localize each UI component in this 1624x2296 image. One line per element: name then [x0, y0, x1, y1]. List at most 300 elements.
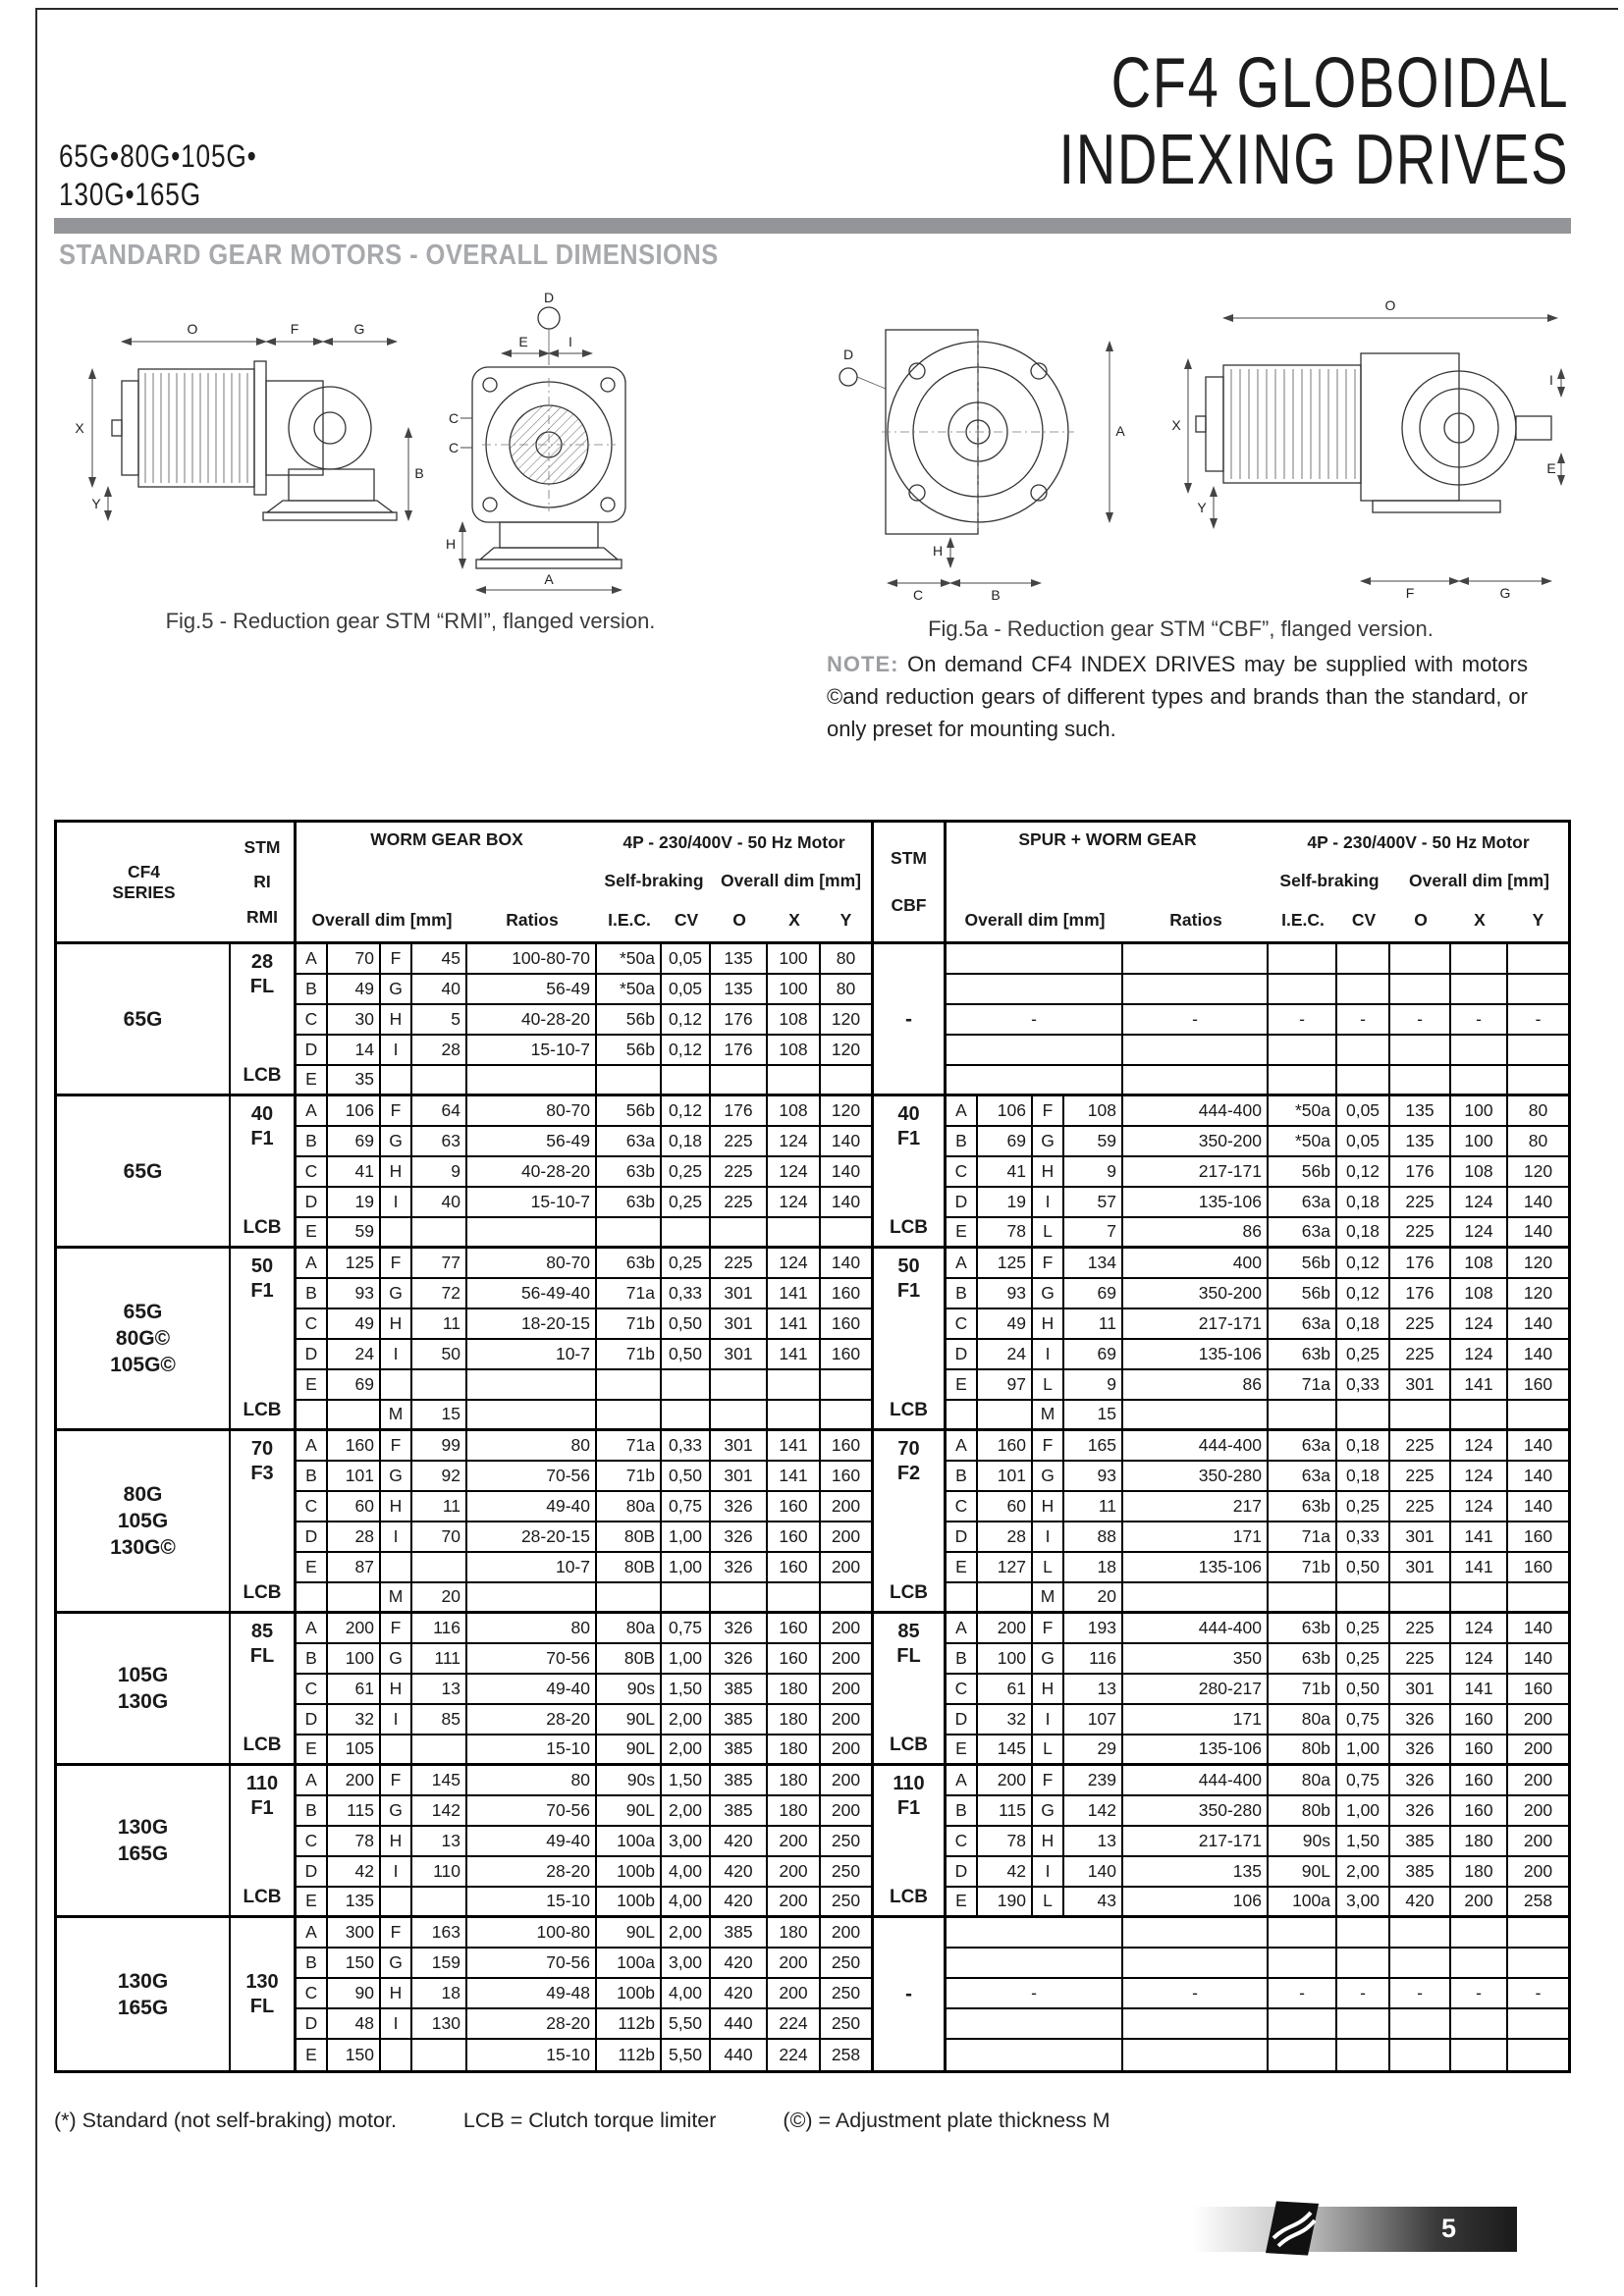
- table-cell: [1508, 2009, 1568, 2040]
- table-cell: 110: [412, 1857, 467, 1888]
- table-cell: 160: [1451, 1705, 1508, 1735]
- table-cell: [947, 2040, 1123, 2070]
- table-cell: 124: [768, 1188, 821, 1218]
- table-cell: [1337, 944, 1390, 975]
- table-cell: 0,75: [1337, 1766, 1390, 1796]
- table-cell: E: [297, 1888, 328, 1918]
- table-cell: 180: [768, 1766, 821, 1796]
- table-cell: [412, 1888, 467, 1918]
- table-cell: 140: [821, 1249, 874, 1279]
- table-cell: [1390, 944, 1451, 975]
- table-cell: 225: [1390, 1431, 1451, 1462]
- table-cell: 165: [1064, 1431, 1123, 1462]
- table-cell: [711, 1218, 768, 1249]
- table-cell: 100: [768, 944, 821, 975]
- stm-rmi-cell: 70 F3 LCB: [231, 1431, 297, 1614]
- table-cell: 225: [711, 1188, 768, 1218]
- table-cell: [1337, 2040, 1390, 2070]
- table-cell: 56-49: [467, 1127, 597, 1157]
- table-cell: E: [947, 1218, 978, 1249]
- table-cell: B: [297, 1949, 328, 1979]
- table-cell: I: [381, 1036, 412, 1066]
- table-cell: 250: [821, 1888, 874, 1918]
- table-cell: F: [381, 1431, 412, 1462]
- table-cell: *50a: [1269, 1096, 1337, 1127]
- table-cell: G: [381, 1796, 412, 1827]
- table-cell: F: [381, 1249, 412, 1279]
- table-cell: [711, 1066, 768, 1096]
- header-iec-right: I.E.C.: [1269, 899, 1337, 944]
- table-cell: 97: [978, 1370, 1033, 1401]
- table-cell: 385: [711, 1796, 768, 1827]
- table-cell: 71a: [597, 1431, 662, 1462]
- table-cell: 200: [821, 1796, 874, 1827]
- table-cell: B: [297, 1462, 328, 1492]
- table-cell: 19: [978, 1188, 1033, 1218]
- table-cell: 69: [1064, 1279, 1123, 1309]
- table-cell: [467, 1066, 597, 1096]
- table-cell: C: [947, 1492, 978, 1522]
- table-cell: 40-28-20: [467, 1005, 597, 1036]
- table-cell: H: [381, 1309, 412, 1340]
- table-cell: 200: [821, 1918, 874, 1949]
- table-cell: D: [947, 1522, 978, 1553]
- table-cell: 160: [1508, 1675, 1568, 1705]
- table-cell: [1390, 2009, 1451, 2040]
- table-cell: 159: [412, 1949, 467, 1979]
- table-cell: [947, 1066, 1123, 1096]
- fig5a-dim-label: Y: [1197, 500, 1207, 515]
- table-cell: B: [297, 1644, 328, 1675]
- table-cell: A: [297, 1614, 328, 1644]
- table-cell: 0,12: [1337, 1157, 1390, 1188]
- table-cell: 30: [328, 1005, 381, 1036]
- stm-rmi-cell: 50 F1 LCB: [231, 1249, 297, 1431]
- table-cell: 60: [328, 1492, 381, 1522]
- table-cell: B: [947, 1279, 978, 1309]
- table-cell: 115: [328, 1796, 381, 1827]
- table-cell: 28-20: [467, 1857, 597, 1888]
- table-cell: [978, 1583, 1033, 1614]
- table-cell: 101: [328, 1462, 381, 1492]
- table-cell: 176: [711, 1096, 768, 1127]
- table-cell: 35: [328, 1066, 381, 1096]
- table-cell: 86: [1123, 1218, 1269, 1249]
- table-cell: 90L: [597, 1796, 662, 1827]
- footnote-adjustment-plate: (©) = Adjustment plate thickness M: [783, 2109, 1110, 2132]
- header-overall-dim-motor-right: Overall dim [mm]: [1409, 870, 1549, 890]
- table-cell: 200: [328, 1766, 381, 1796]
- table-cell: 160: [768, 1614, 821, 1644]
- table-cell: [1508, 1036, 1568, 1066]
- table-cell: 0,33: [1337, 1522, 1390, 1553]
- table-cell: C: [297, 1157, 328, 1188]
- fig5a-dim-label: C: [912, 587, 924, 603]
- table-cell: 301: [1390, 1553, 1451, 1583]
- table-cell: E: [297, 1370, 328, 1401]
- table-cell: 2,00: [662, 1735, 711, 1766]
- table-cell: [1508, 1918, 1568, 1949]
- footnotes: [54, 2109, 1171, 2133]
- table-cell: 444-400: [1123, 1431, 1269, 1462]
- table-cell: [1269, 1036, 1337, 1066]
- table-cell: [1508, 1583, 1568, 1614]
- header-self-braking-left: Self-braking: [604, 870, 704, 890]
- table-cell: 141: [768, 1431, 821, 1462]
- table-cell: H: [381, 1492, 412, 1522]
- table-cell: 326: [1390, 1705, 1451, 1735]
- fig5a-dim-label: B: [991, 587, 1001, 603]
- table-cell: 28-20-15: [467, 1522, 597, 1553]
- model-codes: [59, 137, 300, 214]
- table-cell: 63a: [1269, 1431, 1337, 1462]
- table-cell: 101: [978, 1462, 1033, 1492]
- table-cell: [1269, 1401, 1337, 1431]
- table-cell: 224: [768, 2040, 821, 2070]
- table-cell: -: [1451, 1979, 1508, 2009]
- table-cell: [412, 1553, 467, 1583]
- table-cell: [821, 1370, 874, 1401]
- table-cell: [1451, 1918, 1508, 1949]
- table-cell: 63b: [1269, 1644, 1337, 1675]
- page-title: [915, 45, 1569, 198]
- table-cell: 90L: [597, 1705, 662, 1735]
- table-cell: 92: [412, 1462, 467, 1492]
- fig5a-dim-label: H: [932, 543, 944, 559]
- table-cell: 80: [467, 1431, 597, 1462]
- table-cell: M: [381, 1583, 412, 1614]
- table-cell: -: [1269, 1979, 1337, 2009]
- table-cell: 28: [328, 1522, 381, 1553]
- table-cell: 49-40: [467, 1675, 597, 1705]
- table-cell: 200: [1508, 1796, 1568, 1827]
- table-cell: L: [1033, 1888, 1064, 1918]
- table-cell: A: [297, 1766, 328, 1796]
- table-cell: 160: [328, 1431, 381, 1462]
- series-cell: 130G 165G: [57, 1766, 231, 1918]
- table-cell: -: [1508, 1005, 1568, 1036]
- table-cell: [412, 1218, 467, 1249]
- table-cell: [662, 1218, 711, 1249]
- fig5-dim-label: H: [445, 536, 457, 552]
- header-x-right: X: [1451, 899, 1508, 944]
- table-cell: C: [297, 1675, 328, 1705]
- fig5-dim-label: B: [414, 465, 424, 481]
- table-cell: 124: [1451, 1431, 1508, 1462]
- table-cell: 142: [1064, 1796, 1123, 1827]
- table-cell: [1269, 2040, 1337, 2070]
- table-cell: [1269, 975, 1337, 1005]
- table-cell: A: [947, 1249, 978, 1279]
- table-cell: B: [297, 975, 328, 1005]
- table-cell: 5,50: [662, 2009, 711, 2040]
- table-cell: [1337, 1583, 1390, 1614]
- table-cell: H: [381, 1675, 412, 1705]
- table-cell: 440: [711, 2040, 768, 2070]
- table-cell: 385: [711, 1675, 768, 1705]
- table-cell: [1390, 1401, 1451, 1431]
- table-cell: 80: [821, 944, 874, 975]
- table-cell: E: [297, 1066, 328, 1096]
- table-cell: 176: [1390, 1249, 1451, 1279]
- table-cell: [1451, 1036, 1508, 1066]
- table-cell: I: [381, 1340, 412, 1370]
- table-cell: 140: [1508, 1218, 1568, 1249]
- header-y-left: Y: [821, 899, 874, 944]
- table-cell: 15-10-7: [467, 1188, 597, 1218]
- table-cell: 90L: [597, 1735, 662, 1766]
- table-cell: -: [1123, 1005, 1269, 1036]
- table-cell: 5: [412, 1005, 467, 1036]
- table-cell: [1508, 1066, 1568, 1096]
- table-cell: [1337, 1066, 1390, 1096]
- table-cell: 116: [1064, 1644, 1123, 1675]
- table-cell: 1,00: [1337, 1796, 1390, 1827]
- stm-cbf-cell: -: [874, 1918, 947, 2070]
- table-cell: 200: [768, 1888, 821, 1918]
- table-cell: 200: [978, 1766, 1033, 1796]
- table-cell: 420: [711, 1857, 768, 1888]
- table-cell: 225: [1390, 1218, 1451, 1249]
- fig5-dim-label: O: [187, 321, 198, 337]
- table-cell: [467, 1583, 597, 1614]
- table-cell: 71b: [597, 1462, 662, 1492]
- fig5a-dim-label: A: [1115, 423, 1125, 439]
- table-cell: 1,50: [662, 1766, 711, 1796]
- table-cell: 420: [711, 1949, 768, 1979]
- table-cell: [1390, 1036, 1451, 1066]
- table-cell: L: [1033, 1370, 1064, 1401]
- table-cell: 135: [328, 1888, 381, 1918]
- table-cell: [467, 1401, 597, 1431]
- table-cell: A: [297, 1431, 328, 1462]
- table-cell: [381, 1218, 412, 1249]
- table-cell: H: [1033, 1492, 1064, 1522]
- table-cell: 200: [821, 1766, 874, 1796]
- table-cell: [947, 1583, 978, 1614]
- table-cell: G: [381, 1462, 412, 1492]
- table-cell: H: [1033, 1309, 1064, 1340]
- table-cell: 106: [328, 1096, 381, 1127]
- table-cell: 140: [1508, 1309, 1568, 1340]
- stm-cbf-cell: 40 F1 LCB: [874, 1096, 947, 1249]
- table-cell: 100: [768, 975, 821, 1005]
- section-title: STANDARD GEAR MOTORS - OVERALL DIMENSIONS: [59, 240, 719, 271]
- table-cell: 18: [412, 1979, 467, 2009]
- table-cell: 32: [978, 1705, 1033, 1735]
- table-cell: 160: [1451, 1796, 1508, 1827]
- series-cell: 130G 165G: [57, 1918, 231, 2070]
- table-cell: G: [1033, 1127, 1064, 1157]
- table-cell: 100b: [597, 1979, 662, 2009]
- table-cell: 124: [1451, 1492, 1508, 1522]
- table-cell: [662, 1066, 711, 1096]
- table-cell: 63b: [597, 1188, 662, 1218]
- table-cell: 0,25: [1337, 1492, 1390, 1522]
- series-cell: 80G 105G 130G©: [57, 1431, 231, 1614]
- table-cell: A: [297, 1096, 328, 1127]
- fig5-dim-label: C: [448, 410, 460, 426]
- table-cell: [1123, 1918, 1269, 1949]
- table-cell: [1123, 975, 1269, 1005]
- table-cell: -: [1269, 1005, 1337, 1036]
- fig5-dim-label: G: [353, 321, 365, 337]
- table-cell: 135-106: [1123, 1188, 1269, 1218]
- table-cell: [768, 1401, 821, 1431]
- table-cell: [412, 2040, 467, 2070]
- table-cell: 69: [328, 1127, 381, 1157]
- table-cell: 80-70: [467, 1096, 597, 1127]
- table-cell: 142: [412, 1796, 467, 1827]
- table-cell: 0,12: [662, 1005, 711, 1036]
- table-cell: [412, 1735, 467, 1766]
- table-cell: [662, 1401, 711, 1431]
- table-cell: 61: [978, 1675, 1033, 1705]
- table-cell: 326: [711, 1614, 768, 1644]
- table-cell: 80b: [1269, 1796, 1337, 1827]
- table-cell: G: [381, 1127, 412, 1157]
- table-cell: I: [381, 1188, 412, 1218]
- header-spur-worm-gear: SPUR + WORM GEAR: [1018, 829, 1197, 849]
- table-cell: 225: [1390, 1309, 1451, 1340]
- table-cell: B: [947, 1796, 978, 1827]
- table-cell: G: [381, 1644, 412, 1675]
- table-cell: 80a: [1269, 1705, 1337, 1735]
- stm-cbf-cell: 50 F1 LCB: [874, 1249, 947, 1431]
- table-cell: C: [297, 1492, 328, 1522]
- table-cell: 80B: [597, 1644, 662, 1675]
- table-cell: 120: [1508, 1279, 1568, 1309]
- table-cell: 63b: [597, 1249, 662, 1279]
- table-cell: [821, 1066, 874, 1096]
- table-cell: 120: [1508, 1249, 1568, 1279]
- table-cell: 0,75: [662, 1614, 711, 1644]
- table-cell: 120: [821, 1005, 874, 1036]
- table-cell: 70-56: [467, 1949, 597, 1979]
- table-cell: 225: [1390, 1462, 1451, 1492]
- table-cell: 135: [1123, 1857, 1269, 1888]
- table-cell: 24: [328, 1340, 381, 1370]
- stm-cbf-cell: -: [874, 944, 947, 1096]
- table-cell: 18-20-15: [467, 1309, 597, 1340]
- table-cell: [1123, 1066, 1269, 1096]
- table-cell: 15-10: [467, 1735, 597, 1766]
- table-cell: 225: [711, 1249, 768, 1279]
- table-cell: [1390, 1949, 1451, 1979]
- fig5-dim-label: E: [518, 334, 528, 349]
- table-cell: 444-400: [1123, 1614, 1269, 1644]
- table-cell: C: [297, 1827, 328, 1857]
- table-cell: 420: [711, 1979, 768, 2009]
- header-motor-right: 4P - 230/400V - 50 Hz Motor: [1307, 831, 1530, 852]
- table-cell: 160: [821, 1279, 874, 1309]
- table-cell: [947, 1036, 1123, 1066]
- table-cell: 120: [1508, 1157, 1568, 1188]
- table-cell: 200: [978, 1614, 1033, 1644]
- model-codes-line1: 65G•80G•105G•: [59, 138, 257, 174]
- table-cell: [1123, 1583, 1269, 1614]
- table-cell: -: [1337, 1979, 1390, 2009]
- table-cell: 0,50: [1337, 1553, 1390, 1583]
- table-cell: 200: [1508, 1766, 1568, 1796]
- table-cell: 140: [1508, 1614, 1568, 1644]
- table-cell: 0,12: [662, 1096, 711, 1127]
- table-cell: [381, 1735, 412, 1766]
- table-cell: F: [1033, 1614, 1064, 1644]
- table-cell: F: [381, 1918, 412, 1949]
- table-cell: 135: [1390, 1127, 1451, 1157]
- table-cell: H: [381, 1827, 412, 1857]
- table-cell: 86: [1123, 1370, 1269, 1401]
- table-cell: 2,00: [662, 1918, 711, 1949]
- table-cell: 15: [412, 1401, 467, 1431]
- table-cell: [1390, 1918, 1451, 1949]
- table-cell: *50a: [597, 944, 662, 975]
- table-cell: 200: [821, 1705, 874, 1735]
- table-cell: 135-106: [1123, 1553, 1269, 1583]
- table-cell: [1390, 1583, 1451, 1614]
- table-cell: I: [1033, 1522, 1064, 1553]
- table-cell: 200: [768, 1857, 821, 1888]
- table-cell: 63b: [1269, 1614, 1337, 1644]
- table-cell: 420: [711, 1888, 768, 1918]
- table-cell: [1390, 1066, 1451, 1096]
- table-cell: 326: [1390, 1766, 1451, 1796]
- table-cell: G: [1033, 1644, 1064, 1675]
- table-cell: 108: [1451, 1279, 1508, 1309]
- table-cell: C: [947, 1675, 978, 1705]
- fig5a-caption: Fig.5a - Reduction gear STM “CBF”, flanged version.: [928, 616, 1434, 641]
- table-cell: 160: [978, 1431, 1033, 1462]
- fig5a-dim-label: G: [1499, 585, 1511, 601]
- table-cell: 87: [328, 1553, 381, 1583]
- table-cell: 225: [1390, 1644, 1451, 1675]
- table-cell: 49-48: [467, 1979, 597, 2009]
- stm-rmi-cell: 130 FL: [231, 1918, 297, 2070]
- table-cell: 225: [1390, 1614, 1451, 1644]
- table-cell: 200: [1508, 1705, 1568, 1735]
- table-cell: [1269, 1949, 1337, 1979]
- table-cell: 63a: [1269, 1309, 1337, 1340]
- table-cell: 14: [328, 1036, 381, 1066]
- table-cell: [467, 1370, 597, 1401]
- table-cell: [947, 975, 1123, 1005]
- table-cell: 124: [1451, 1462, 1508, 1492]
- table-cell: 70-56: [467, 1796, 597, 1827]
- table-cell: E: [947, 1888, 978, 1918]
- table-cell: -: [947, 1005, 1123, 1036]
- table-cell: 0,50: [662, 1462, 711, 1492]
- table-cell: 71b: [1269, 1553, 1337, 1583]
- table-cell: [1508, 944, 1568, 975]
- page-left-rule: [35, 8, 37, 2287]
- header-o-left: O: [711, 899, 768, 944]
- table-cell: [1269, 944, 1337, 975]
- table-cell: 100b: [597, 1857, 662, 1888]
- series-cell: 65G: [57, 1096, 231, 1249]
- table-cell: 140: [1508, 1492, 1568, 1522]
- table-cell: -: [947, 1979, 1123, 2009]
- table-cell: 105: [328, 1735, 381, 1766]
- table-cell: 4,00: [662, 1888, 711, 1918]
- table-cell: G: [381, 975, 412, 1005]
- table-cell: 141: [768, 1340, 821, 1370]
- table-cell: 176: [711, 1005, 768, 1036]
- table-cell: D: [297, 1340, 328, 1370]
- table-cell: E: [297, 1553, 328, 1583]
- table-cell: H: [381, 1005, 412, 1036]
- table-cell: D: [297, 1522, 328, 1553]
